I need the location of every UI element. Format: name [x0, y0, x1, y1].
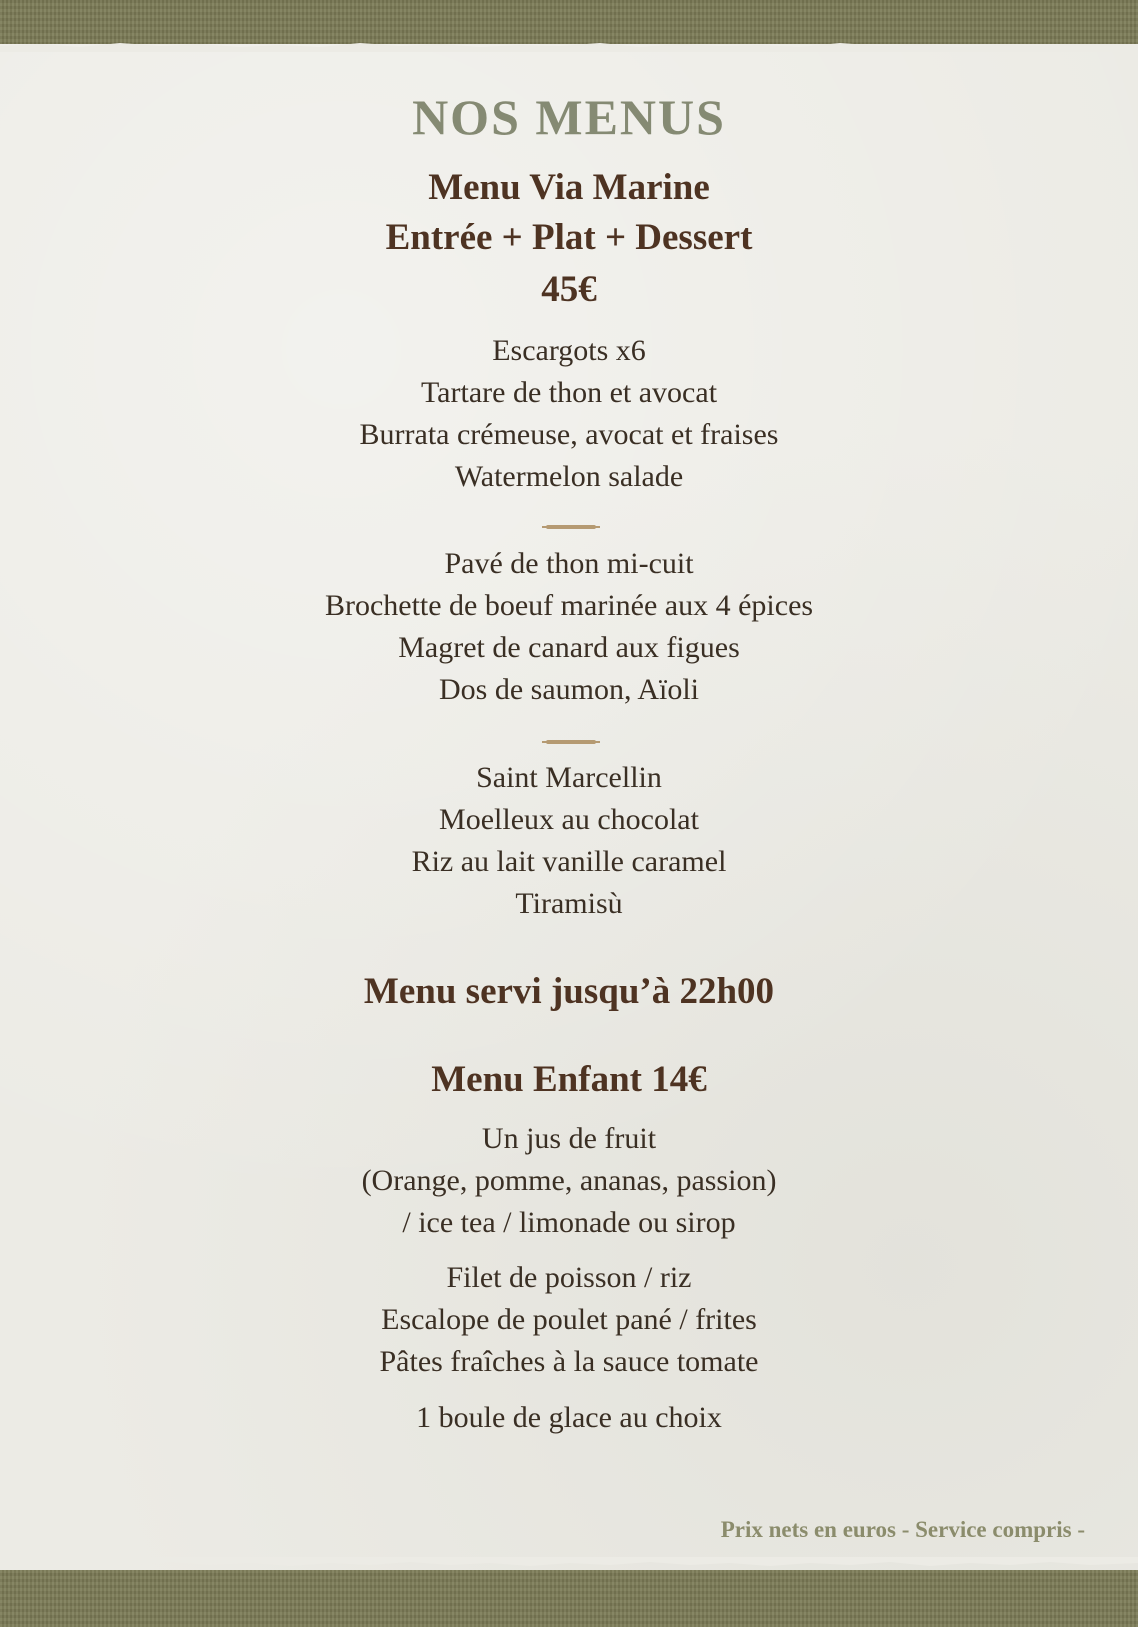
kids-drink-item: / ice tea / limonade ou sirop: [402, 1206, 736, 1239]
kids-dessert-item: 1 boule de glace au choix: [416, 1401, 722, 1434]
dessert-item: Moelleux au chocolat: [439, 803, 699, 836]
kids-plat-item: Escalope de poulet pané / frites: [381, 1303, 757, 1336]
entree-item: Escargots x6: [492, 334, 646, 367]
section-divider: [546, 525, 596, 529]
paper-torn-edge-top: [0, 36, 1138, 52]
plat-item: Dos de saumon, Aïoli: [439, 673, 699, 706]
service-hours-note: Menu servi jusqu’à 22h00: [363, 971, 775, 1012]
entree-item: Burrata crémeuse, avocat et fraises: [359, 418, 779, 451]
price-footer-note: Prix nets en euros - Service compris -: [720, 1517, 1085, 1542]
paper-torn-edge-bottom: [0, 1557, 1138, 1573]
kids-plat-item: Filet de poisson / riz: [446, 1261, 692, 1294]
dessert-item: Saint Marcellin: [476, 761, 662, 794]
dessert-item: Riz au lait vanille caramel: [411, 845, 727, 878]
kids-drink-item: Un jus de fruit: [481, 1122, 657, 1155]
entree-item: Watermelon salade: [454, 460, 684, 493]
menu-name: Menu Via Marine: [428, 167, 710, 208]
menu-price: 45€: [541, 269, 597, 310]
section-divider: [546, 740, 596, 744]
plat-item: Magret de canard aux figues: [398, 631, 740, 664]
plat-item: Brochette de boeuf marinée aux 4 épices: [324, 589, 814, 622]
kids-plat-item: Pâtes fraîches à la sauce tomate: [379, 1345, 759, 1378]
page-title: NOS MENUS: [412, 89, 726, 145]
kids-menu-heading: Menu Enfant 14€: [431, 1059, 707, 1100]
plat-item: Pavé de thon mi-cuit: [444, 547, 694, 580]
menu-formula: Entrée + Plat + Dessert: [385, 217, 753, 258]
kids-drink-item: (Orange, pomme, ananas, passion): [361, 1164, 777, 1197]
dessert-item: Tiramisù: [515, 887, 623, 920]
entree-item: Tartare de thon et avocat: [420, 376, 718, 409]
